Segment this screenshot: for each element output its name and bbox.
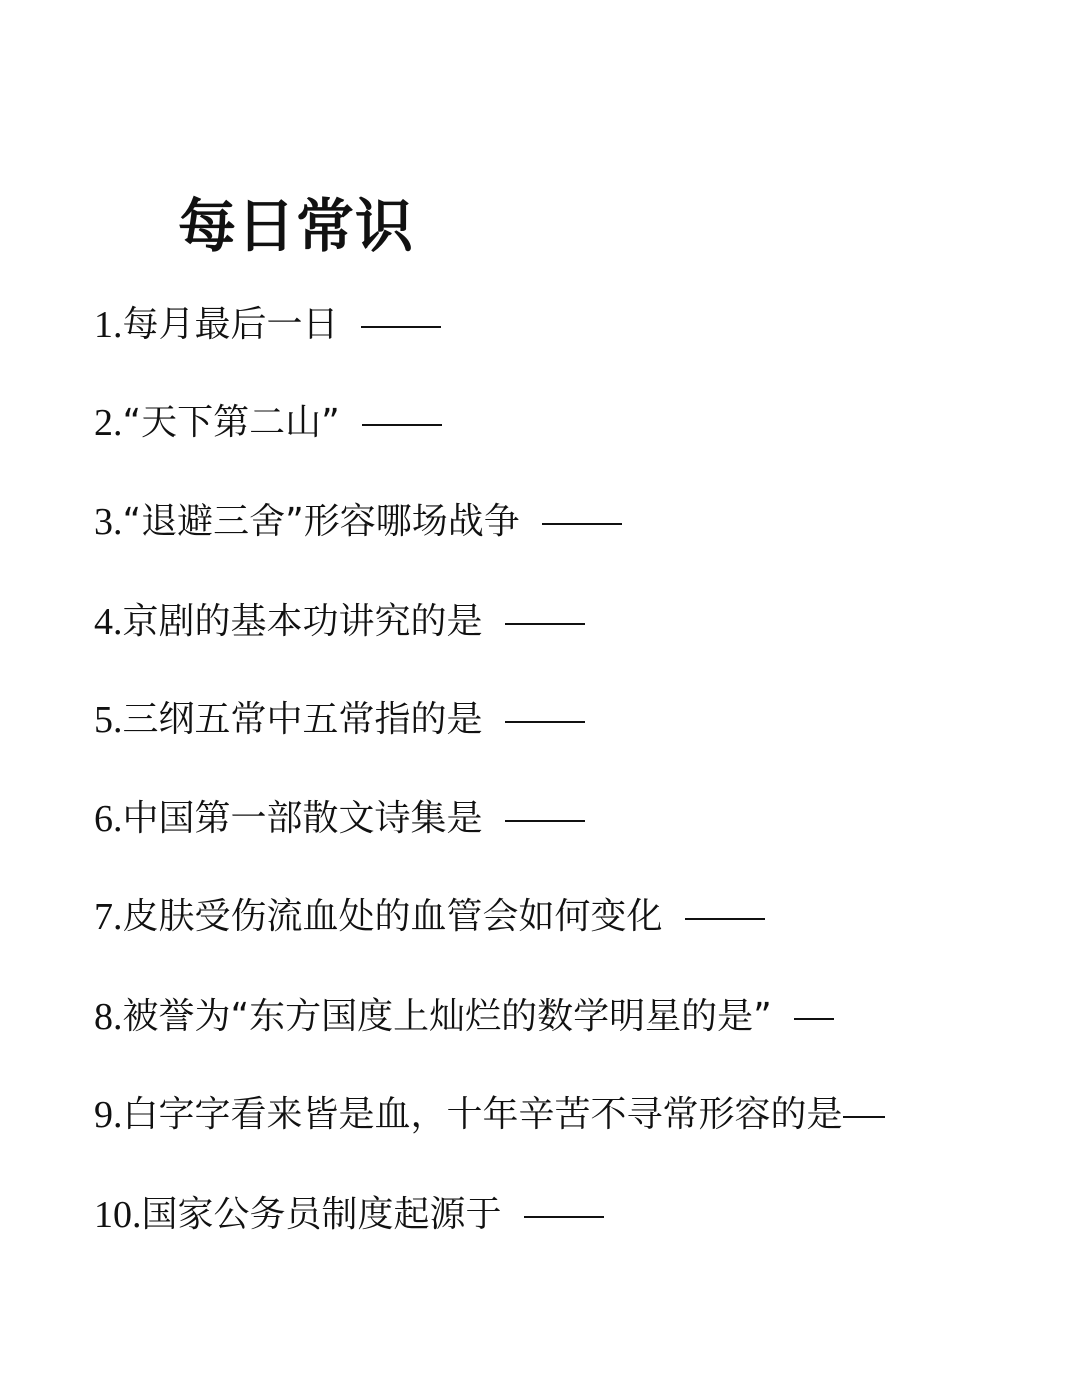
question-text: “天下第二山”: [122, 402, 340, 443]
question-number: 6.: [94, 798, 123, 840]
question-text: 被誉为“东方国度上灿烂的数学明星的是”: [122, 996, 772, 1037]
question-item: [94, 887, 765, 947]
question-item: [94, 690, 585, 750]
question-text: 国家公务员制度起源于: [141, 1194, 502, 1235]
question-text: 每月最后一日: [122, 304, 339, 345]
question-text: 京剧的基本功讲究的是: [122, 601, 483, 642]
page-title: 每日常识: [178, 192, 415, 260]
question-item: [94, 789, 585, 849]
answer-blank: [505, 623, 585, 625]
answer-blank: [524, 1216, 604, 1218]
answer-blank: [362, 424, 442, 426]
question-number: 4.: [94, 601, 123, 643]
answer-blank: [361, 326, 441, 328]
answer-blank: [685, 918, 765, 920]
question-text: 白字字看来皆是血，十年辛苦不寻常形容的是: [122, 1094, 843, 1135]
question-item: [94, 987, 834, 1047]
question-text: “退避三舍”形容哪场战争: [122, 501, 520, 542]
answer-blank: [505, 721, 585, 723]
question-text: 中国第一部散文诗集是: [122, 798, 483, 839]
answer-blank: [794, 1018, 834, 1020]
question-text: 皮肤受伤流血处的血管会如何变化: [122, 896, 663, 937]
question-item: [94, 492, 622, 552]
question-number: 7.: [94, 896, 123, 938]
question-number: 8.: [94, 996, 123, 1038]
answer-blank: [505, 820, 585, 822]
question-number: 1.: [94, 304, 123, 346]
question-item: [94, 295, 441, 355]
question-number: 5.: [94, 699, 123, 741]
answer-blank: [542, 523, 622, 525]
question-number: 3.: [94, 501, 123, 543]
question-item: [94, 393, 442, 453]
question-item: [94, 1085, 885, 1145]
question-item: [94, 592, 585, 652]
question-number: 9.: [94, 1094, 123, 1136]
question-item: [94, 1185, 604, 1245]
question-number: 10.: [94, 1194, 142, 1236]
answer-blank: [843, 1116, 885, 1118]
question-text: 三纲五常中五常指的是: [122, 699, 483, 740]
question-number: 2.: [94, 402, 123, 444]
